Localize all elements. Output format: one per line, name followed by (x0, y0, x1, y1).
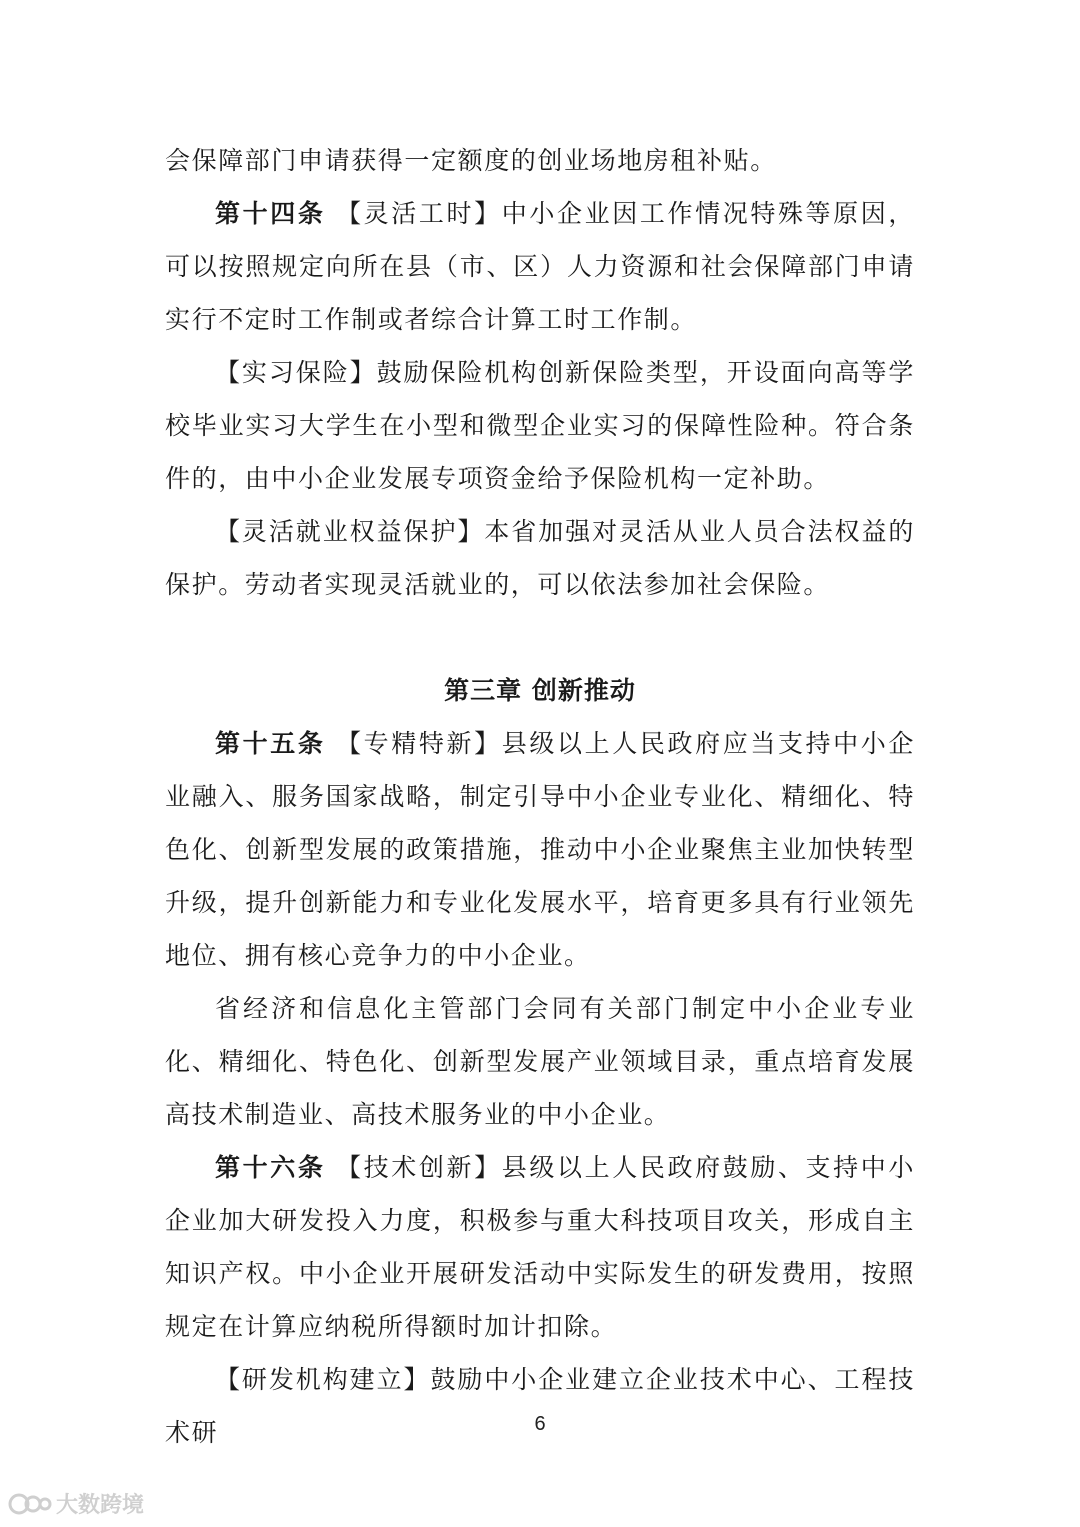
watermark-text: 大数跨境 (56, 1493, 145, 1518)
body-text (165, 134, 915, 1459)
paragraph-continuation (165, 134, 915, 187)
paragraph-internship-insurance (165, 346, 915, 505)
paragraph-flexible-employment (165, 505, 915, 611)
page-number: 6 (534, 1413, 546, 1435)
paragraph-rd-institution (165, 1353, 915, 1459)
paragraph-text: 【实习保险】鼓励保险机构创新保险类型，开设面向高等学校毕业实习大学生在小型和微型企业实习的保障性险种。符合条件的，由中小企业发展专项资金给予保险机构一定补助。 (165, 358, 915, 493)
paragraph-text: 【灵活就业权益保护】本省加强对灵活从业人员合法权益的保护。劳动者实现灵活就业的，可以依法参加社会保险。 (165, 517, 915, 599)
watermark (8, 1488, 144, 1519)
article-14 (165, 187, 915, 346)
paragraph-text: 【研发机构建立】鼓励中小企业建立企业技术中心、工程技术研 (165, 1365, 915, 1447)
article-number: 第十六条 (215, 1153, 326, 1182)
article-16 (165, 1141, 915, 1353)
paragraph-text: 会保障部门申请获得一定额度的创业场地房租补贴。 (165, 146, 777, 175)
paragraph-text: 【专精特新】县级以上人民政府应当支持中小企业融入、服务国家战略，制定引导中小企业专业化、精细化、特色化、创新型发展的政策措施，推动中小企业聚焦主业加快转型升级，提升创新能力和专业化发展水平，培育更多具有行业领先地位、拥有核心竞争力的中小企业。 (165, 729, 916, 970)
article-number: 第十四条 (215, 199, 326, 228)
article-number: 第十五条 (215, 729, 326, 758)
chapter-title: 第三章 创新推动 (444, 676, 636, 705)
logo-icon (8, 1491, 52, 1517)
paragraph-text: 【技术创新】县级以上人民政府鼓励、支持中小企业加大研发投入力度，积极参与重大科技项目攻关，形成自主知识产权。中小企业开展研发活动中实际发生的研发费用，按照规定在计算应纳税所得额时加计扣除。 (165, 1153, 916, 1341)
article-15 (165, 717, 915, 982)
paragraph-text: 【灵活工时】中小企业因工作情况特殊等原因，可以按照规定向所在县（市、区）人力资源和社会保障部门申请实行不定时工作制或者综合计算工时工作制。 (165, 199, 916, 334)
paragraph-text: 省经济和信息化主管部门会同有关部门制定中小企业专业化、精细化、特色化、创新型发展产业领域目录，重点培育发展高技术制造业、高技术服务业的中小企业。 (165, 994, 915, 1129)
paragraph-catalog (165, 982, 915, 1141)
